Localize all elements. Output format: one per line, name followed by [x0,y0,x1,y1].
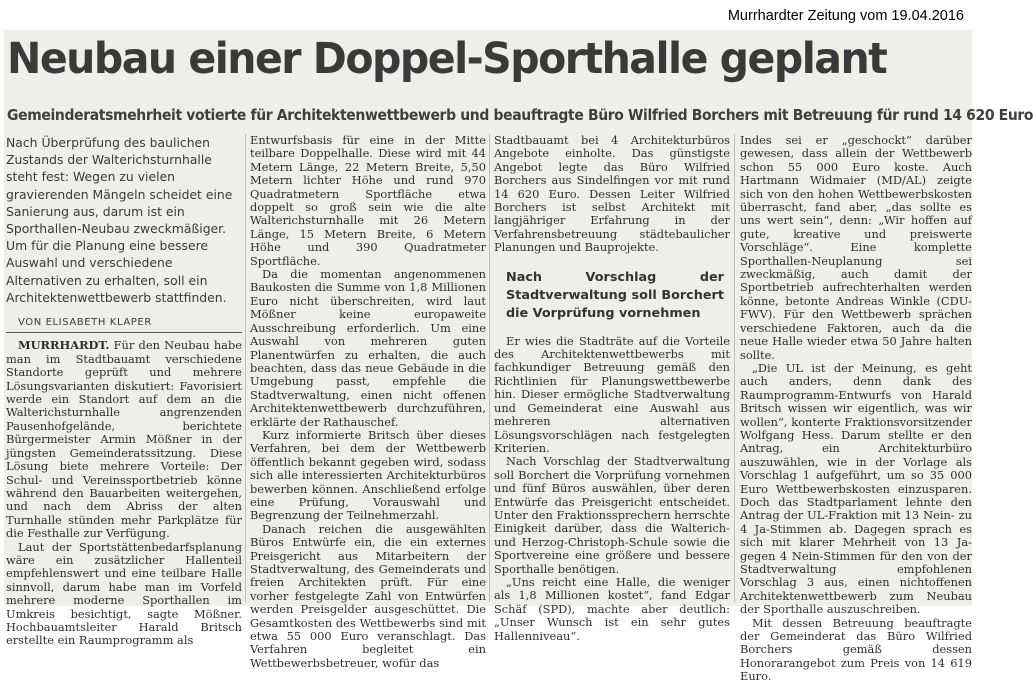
dateline: MURRHARDT. [18,338,110,353]
column-divider [245,134,246,602]
body-paragraph: Entwurfsbasis für eine in der Mitte teilbare Doppelhalle. Diese wird mit 44 Metern Länge, 22 Metern Breite, 5,50 Metern lichter Höhe und rund 970 Quadratmetern Sportfläche etwa doppelt so groß sein wie die alte Walterichsturnhalle mit 26 Metern Länge, 15 Metern Breite, 6 Metern Höhe und 390 Quadratmeter Sportfläche. [250,133,486,268]
body-paragraph: Mit dessen Betreuung beauftragte der Gemeinderat das Büro Wilfried Borchers gemäß dessen Honorarangebot zum Preis von 14 619 Euro. [740,615,972,684]
body-paragraph: Kurz informierte Britsch über dieses Verfahren, bei dem der Wettbewerb öffentlich bekannt gegeben wird, sodass sich alle interessierten Architekturbüros bewerben können. Anschließend erfolge eine Prüfung, Vorauswahl und Begrenzung der Teilnehmerzahl. [250,427,486,523]
subheadline: Gemeinderatsmehrheit votierte für Architektenwettbewerb und beauftragte Büro Wilfried Borchers mit Betreuung für rund 14 620 Euro [7,106,1033,124]
column-1 [6,134,242,648]
headline: Neubau einer Doppel-Sporthalle geplant [7,34,887,84]
body-paragraph: Indes sei er „geschockt“ darüber gewesen, dass allein der Wettbewerb schon 55 000 Euro koste. Auch Hartmann Widmaier (MD/AL) zeigte sich von den hohen Wettbewerbskosten überrascht, fand aber, „das sollte es uns wert sein“, denn: „Wir hoffen auf gute, kreative und preiswerte Vorschläge“. Eine komplette Sporthallen-Neuplanung sei zweckmäßig, auch damit der Sportbetrieb aufrechterhalten werden könne, betonte Andreas Winkle (CDU-FWV). Für den Wettbewerb sprächen verschiedene Faktoren, auch da die neue Halle wieder etwa 50 Jahre halten sollte. [740,133,972,362]
source-caption: Murrhardter Zeitung vom 19.04.2016 [727,8,964,24]
byline: VON ELISABETH KLAPER [6,316,242,333]
teaser: Nach Überprüfung des baulichen Zustands der Walterichsturnhalle steht fest: Wegen zu vielen gravierenden Mängeln scheidet eine Sanierung aus, darum ist ein Sporthallen-Neubau zweckmäßiger. Um für die Planung eine bessere Auswahl und verschiedene Alternativen zu erhalten, soll ein Architektenwettbewerb stattfinden. [6,135,233,305]
column-3 [494,134,730,643]
column-divider [734,134,735,602]
section-heading: Nach Vorschlag der Stadtverwaltung soll Borchert die Vorprüfung vornehmen [506,269,724,321]
column-4 [740,134,972,684]
column-divider [489,134,490,602]
body-paragraph: Nach Vorschlag der Stadtverwaltung soll Borchert die Vorprüfung vornehmen und fünf Büros auswählen, über deren Entwürfe das Preisgericht entscheidet. Unter den Fraktionssprechern herrschte Einigkeit darüber, dass die Walterich- und Herzog-Christoph-Schule sowie die Sportvereine eine größere und bessere Sporthalle benötigen. [494,454,730,576]
column-2 [250,134,486,670]
body-text: Für den Neubau habe man im Stadtbauamt verschiedene Standorte geprüft und mehrere Lösungsvarianten diskutiert: Favorisiert werde ein Standort auf dem an die Walterichsturnhalle angrenzenden Pausenhofgelände, berichtete Bürgermeister Armin Mößner in der jüngsten Gemeinderatssitzung. Diese Lösung biete mehrere Vorteile: Der Schul- und Vereinssportbetrieb könne während den Bauarbeiten weitergehen, und nach dem Abriss der alten Turnhalle stünden mehr Parkplätze für die Festhalle zur Verfügung. [6,338,242,541]
body-paragraph: Danach reichen die ausgewählten Büros Entwürfe ein, die ein externes Preisgericht aus Mitarbeitern der Stadtverwaltung, des Gemeinderats und freien Architekten prüft. Für eine vorher festgelegte Zahl von Entwürfen werden Preisgelder ausgeschüttet. Die Gesamtkosten des Wettbewerbs sind mit etwa 55 000 Euro veranschlagt. Das Verfahren begleitet ein Wettbewerbsbetreuer, wofür das [250,521,486,670]
body-paragraph: Laut der Sportstättenbedarfsplanung wäre ein zusätzlicher Hallenteil empfehlenswert und eine teilbare Halle sinnvoll, darum habe man im Vorfeld mehrere moderne Sporthallen im Umkreis besichtigt, sagte Mößner. Hochbauamtsleiter Harald Britsch erstellte ein Raumprogramm als [6,539,242,648]
body-paragraph: Stadtbauamt bei 4 Architekturbüros Angebote einholte. Das günstigste Angebot legte das Büro Wilfried Borchers aus Sindelfingen vor mit rund 14 620 Euro. Dessen Leiter Wilfried Borchers ist selbst Architekt mit langjähriger Erfahrung in der Verfahrensbetreuung städtebaulicher Planungen und Bauprojekte. [494,133,730,255]
body-paragraph: Da die momentan angenommenen Baukosten die Summe von 1,8 Millionen Euro nicht überschreiten, wird laut Mößner keine europaweite Ausschreibung erforderlich. Um eine Auswahl von mehreren guten Planentwürfen zu erhalten, die auch beachten, dass das neue Gebäude in die Umgebung passt, empfehle die Stadtverwaltung, einen nicht offenen Architektenwettbewerb durchzuführen, erklärte der Rathauschef. [250,267,486,429]
body-paragraph: Er wies die Stadträte auf die Vorteile des Architektenwettbewerbs mit fachkundiger Betreuung gemäß den Richtlinien für Planungswettbewerbe hin. Dieser ermögliche Stadtverwaltung und Gemeinderat eine Auswahl aus mehreren alternativen Lösungsvorschlägen nach festgelegten Kriterien. [494,333,730,455]
body-paragraph: „Uns reicht eine Halle, die weniger als 1,8 Millionen kostet“, fand Edgar Schäf (SPD), machte aber deutlich: „Unser Wunsch ist ein sehr gutes Hallenniveau“. [494,574,730,643]
body-paragraph: „Die UL ist der Meinung, es geht auch anders, denn dank des Raumprogramm-Entwurfs von Harald Britsch wissen wir eigentlich, was wir wollen“, konterte Fraktionsvorsitzender Wolfgang Hess. Darum stellte er den Antrag, ein Architekturbüro auszuwählen, wie in der Vorlage als Vorschlag 1 aufgeführt, um so 35 000 Euro Wettbewerbskosten einzusparen. Doch das Stadtparlament lehnte den Antrag der UL-Fraktion mit 13 Nein- zu 4 Ja-Stimmen ab. Dagegen sprach es sich mit klarer Mehrheit von 13 Ja- gegen 4 Nein-Stimmen für den von der Stadtverwaltung empfohlenen Vorschlag 3 aus, einen nichtoffenen Architektenwettbewerb zum Neubau der Sporthalle auszuschreiben. [740,360,972,617]
body-paragraph [6,339,242,540]
newspaper-clipping [4,30,1033,684]
